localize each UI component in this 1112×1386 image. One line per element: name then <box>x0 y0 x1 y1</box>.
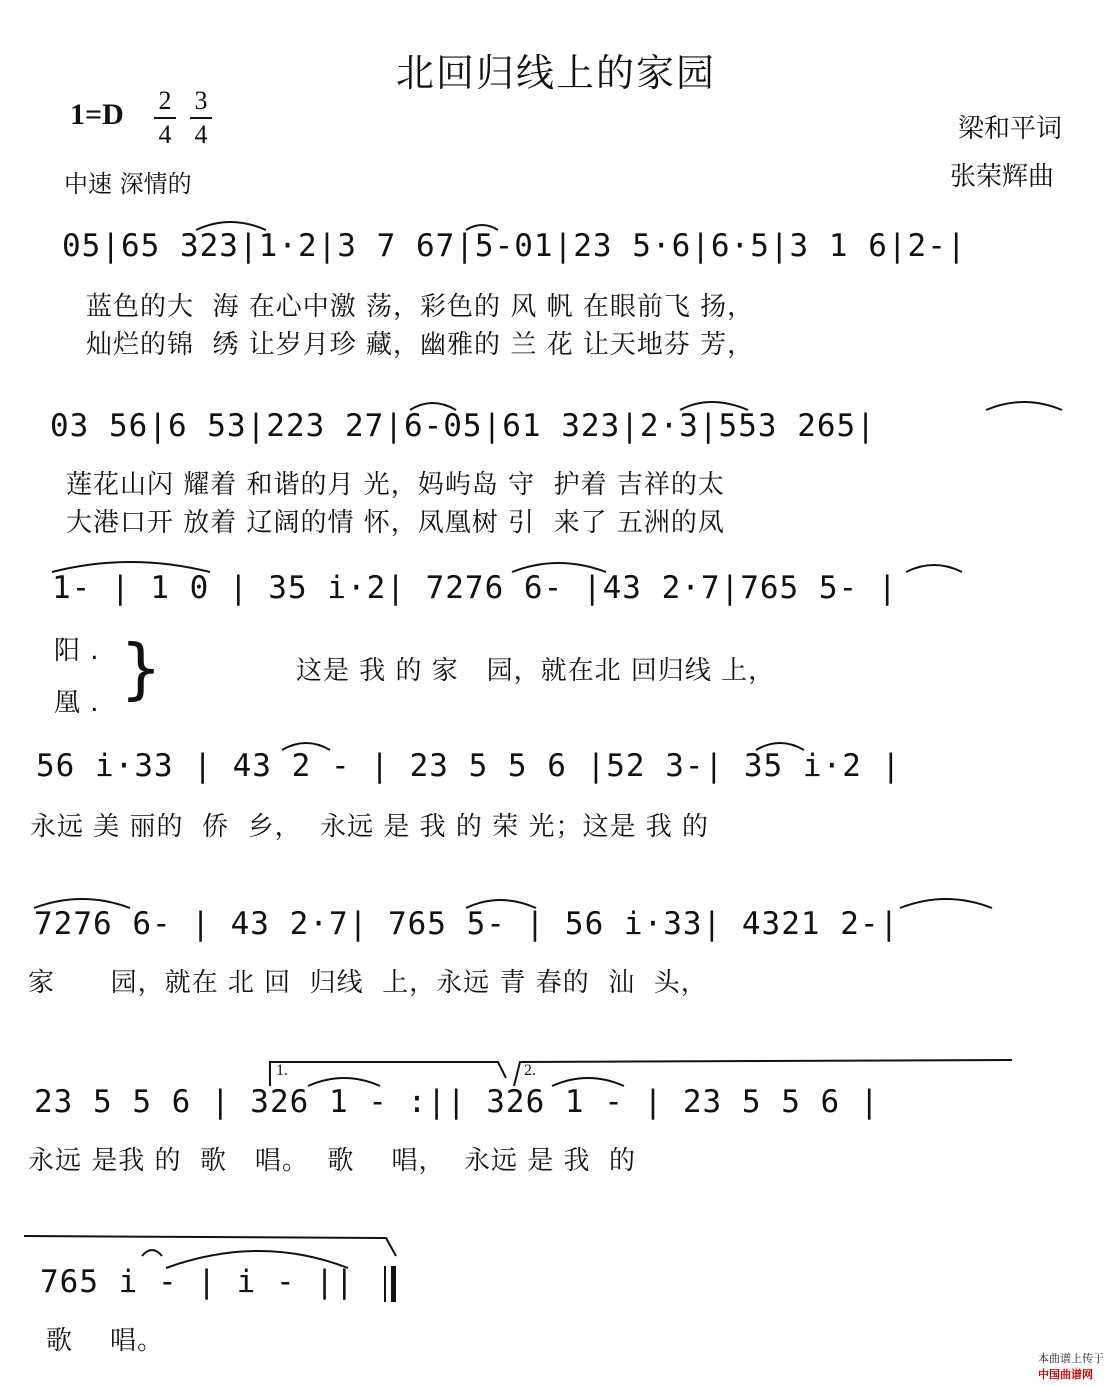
slur <box>986 402 1062 410</box>
notation-line-6: 23 5 5 6 | 326 1 - :|| 326 1 - | 23 5 5 6 | <box>34 1084 880 1120</box>
lyric-line-1-verse-2: 灿烂的锦 绣 让岁月珍 藏，幽雅的 兰 花 让天地芬 芳， <box>86 330 755 360</box>
notation-line-1: 05|65 323|1·2|3 7 67|5-01|23 5·6|6·5|3 1 6|2-| <box>62 228 967 264</box>
volta-2-bracket <box>514 1060 1012 1086</box>
slur <box>552 1078 624 1086</box>
tie <box>52 562 210 572</box>
footer-text: 本曲谱上传于 <box>1038 1352 1104 1365</box>
verse-brace: } <box>120 630 162 707</box>
lyric-line-2-verse-2: 大港口开 放着 辽阔的情 怀，凤凰树 引 来了 五洲的凤 <box>66 508 725 538</box>
slur <box>308 1078 380 1086</box>
lyric-line-3-verse-2: 凰 . <box>54 688 100 718</box>
notation-line-7: 765 i - | i - || <box>40 1264 355 1300</box>
slur <box>680 402 748 410</box>
volta-1-bracket <box>270 1062 506 1086</box>
slur <box>196 222 266 230</box>
slur <box>466 900 536 908</box>
lyric-line-2-verse-1: 莲花山闪 耀着 和谐的月 光，妈屿岛 守 护着 吉祥的太 <box>66 470 725 500</box>
slur <box>756 743 804 750</box>
final-barline-thick <box>391 1266 396 1302</box>
slur <box>282 743 330 750</box>
tempo-marking: 中速 深情的 <box>64 170 192 198</box>
lyricist-credit: 梁和平词 <box>958 114 1063 144</box>
slur <box>900 899 992 908</box>
slur <box>34 899 130 908</box>
lyric-line-4: 永远 美 丽的 侨 乡， 永远 是 我 的 荣 光；这是 我 的 <box>30 812 709 842</box>
slur <box>906 565 962 572</box>
time-sig-top: 2 <box>158 86 172 115</box>
time-sig-top: 3 <box>194 86 208 115</box>
footer-site: 中国曲谱网 <box>1038 1368 1093 1381</box>
lyric-line-1-verse-1: 蓝色的大 海 在心中激 荡，彩色的 风 帆 在眼前飞 扬， <box>86 292 755 322</box>
continuation-bracket <box>24 1236 396 1256</box>
lyric-line-7: 歌 唱。 <box>46 1326 165 1356</box>
notation-line-2: 03 56|6 53|223 27|6-05|61 323|2·3|553 265| <box>50 408 876 444</box>
lyric-line-3-verse-1: 阳 . <box>54 636 100 666</box>
volta-2-label: 2. <box>524 1062 536 1079</box>
time-sig-bottom: 4 <box>158 120 172 149</box>
lyric-line-6: 永远 是我 的 歌 唱。 歌 唱， 永远 是 我 的 <box>28 1146 637 1176</box>
composer-credit: 张荣辉曲 <box>950 162 1055 192</box>
footer-watermark <box>1031 1337 1104 1382</box>
slur <box>410 403 456 410</box>
notation-line-5: 7276 6- | 43 2·7| 765 5- | 56 i·33| 4321 2-| <box>34 906 900 942</box>
key-signature: 1=D <box>70 98 124 131</box>
score-title: 北回归线上的家园 <box>395 51 716 95</box>
volta-1-label: 1. <box>276 1062 288 1079</box>
fermata <box>142 1250 162 1256</box>
final-barline-thin <box>384 1266 386 1302</box>
notation-line-3: 1- | 1 0 | 35 i·2| 7276 6- |43 2·7|765 5- | <box>52 570 898 606</box>
time-sig-bottom: 4 <box>194 120 208 149</box>
refrain-lyric-line: 这是 我 的 家 园，就在北 回归线 上， <box>296 656 776 686</box>
slur <box>466 225 498 230</box>
slur <box>512 563 606 572</box>
notation-line-4: 56 i·33 | 43 2 - | 23 5 5 6 |52 3-| 35 i·2 | <box>36 748 902 784</box>
lyric-line-5: 家 园，就在 北 回 归线 上，永远 青 春的 汕 头， <box>28 968 708 998</box>
tie <box>166 1251 348 1268</box>
